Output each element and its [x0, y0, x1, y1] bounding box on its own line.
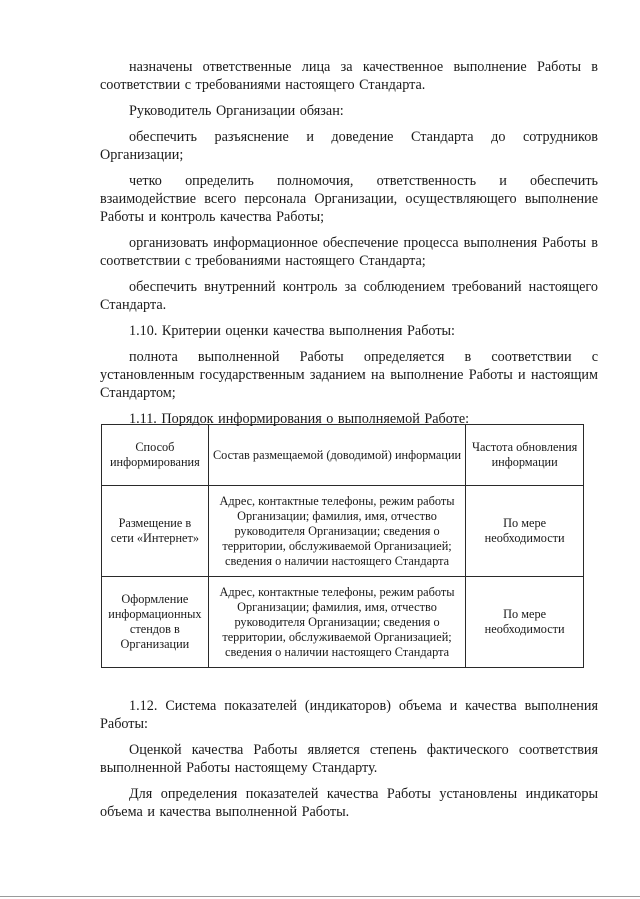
table-cell: Адрес, контактные телефоны, режим работы Организации; фамилия, имя, отчество руководителя Организации; сведения о территории, обслуживаемой Организацией; сведения о наличии настоящего Стандарта [208, 486, 466, 577]
paragraph: Для определения показателей качества Работы установлены индикаторы объема и качества выполненной Работы. [100, 786, 598, 820]
table-header-cell: Состав размещаемой (доводимой) информации [208, 425, 466, 486]
paragraph: организовать информационное обеспечение процесса выполнения Работы в соответствии с требованиями настоящего Стандарта; [100, 235, 598, 269]
paragraph: обеспечить разъяснение и доведение Стандарта до сотрудников Организации; [100, 129, 598, 163]
information-table [101, 424, 584, 668]
document-body-bottom [100, 697, 598, 829]
table-cell: Адрес, контактные телефоны, режим работы Организации; фамилия, имя, отчество руководителя Организации; сведения о территории, обслуживаемой Организацией; сведения о наличии настоящего Стандарта [208, 577, 466, 668]
paragraph: обеспечить внутренний контроль за соблюдением требований настоящего Стандарта. [100, 279, 598, 313]
table-row [102, 577, 584, 668]
table-row [102, 486, 584, 577]
table-header-cell: Частота обновления информации [466, 425, 584, 486]
section-heading: 1.10. Критерии оценки качества выполнения Работы: [129, 323, 455, 339]
table-header-cell: Способ информирования [102, 425, 209, 486]
table-cell: По мере необходимости [466, 577, 584, 668]
paragraph: назначены ответственные лица за качественное выполнение Работы в соответствии с требованиями настоящего Стандарта. [100, 59, 598, 93]
paragraph: полнота выполненной Работы определяется в соответствии с установленным государственным заданием на выполнение Работы и настоящим Стандартом; [100, 349, 598, 401]
table-cell: По мере необходимости [466, 486, 584, 577]
paragraph: Оценкой качества Работы является степень фактического соответствия выполненной Работы настоящему Стандарту. [100, 742, 598, 776]
page-bottom-edge [0, 896, 640, 897]
paragraph: Руководитель Организации обязан: [129, 103, 344, 119]
section-heading: 1.12. Система показателей (индикаторов) объема и качества выполнения Работы: [100, 698, 598, 732]
table-cell: Размещение в сети «Интернет» [102, 486, 209, 577]
table-cell: Оформление информационных стендов в Организации [102, 577, 209, 668]
table-header-row [102, 425, 584, 486]
paragraph: четко определить полномочия, ответственность и обеспечить взаимодействие всего персонала Организации, осуществляющего выполнение Работы и контроль качества Работы; [100, 173, 598, 225]
document-body-top [100, 58, 598, 436]
section-heading: 1.11. Порядок информирования о выполняемой Работе: [129, 411, 470, 427]
